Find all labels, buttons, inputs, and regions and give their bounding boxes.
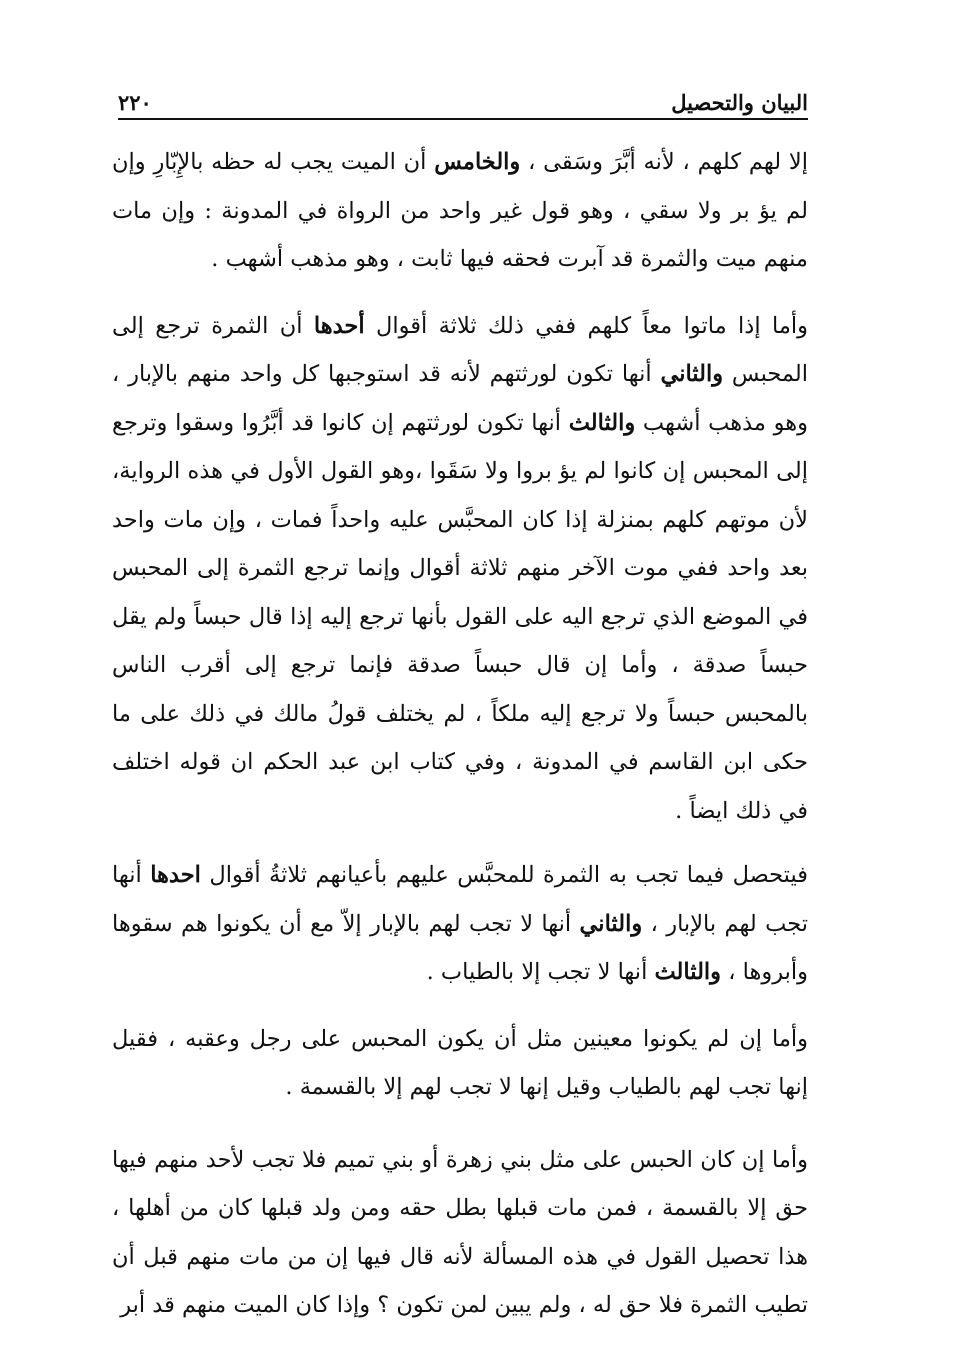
text-run: أنها لا تجب إلا بالطياب . (426, 959, 655, 985)
text-run: أنها تكون لورثتهم إن كانوا قد أبَّرُوا وسقوا وترجع إلى المحبس إن كانوا لم يؤ بروا ولا سَقَوا ،وهو القول الأول في هذه الرواية، لأن موتهم كلهم بمنزلة إذا كان المحبَّس عليه واحداً فمات ، وإن مات واحد بعد واحد ففي موت الآخر منهم ثلاثة أقوال وإنما ترجع الثمرة إلى المحبس في الموضع الذي ترجع اليه على القول بأنها ترجع إليه إذا قال حبساً ولم يقل حبساً صدقة ، وأما إن قال حبساً صدقة فإنما ترجع إلى أقرب الناس بالمحبس حبساً ولا ترجع إليه ملكاً ، لم يختلف قولُ مالك في ذلك على ما حكى ابن القاسم في المدونة ، وفي كتاب ابن عبد الحكم ان قوله اختلف في ذلك ايضاً . (112, 409, 808, 824)
text-run: أنها تجب لهم بالإبار ، (112, 862, 808, 937)
paragraph (112, 851, 808, 997)
text-run: وأما إذا ماتوا معاً كلهم ففي ذلك ثلاثة أقوال (364, 312, 808, 339)
key-term: احدها (150, 862, 201, 888)
running-header (118, 80, 808, 116)
text-run: أن الثمرة ترجع إلى المحبس (112, 312, 809, 387)
key-term: والثاني (579, 910, 643, 937)
key-term: والخامس (434, 149, 521, 175)
text-run: وأما إن لم يكونوا معينين مثل أن يكون المحبس على رجل وعقبه ، فقيل إنها تجب لهم بالطياب وقيل إنها لا تجب لهم إلا بالقسمة . (112, 1025, 808, 1100)
body-text (112, 138, 808, 1330)
paragraph (112, 138, 808, 284)
text-run: أنها لا تجب لهم بالإبار إلاّ مع أن يكونوا هم سقوها وأبروها ، (112, 910, 808, 985)
text-run: وأما إن كان الحبس على مثل بني زهرة أو بني تميم فلا تجب لأحد منهم فيها حق إلا بالقسمة ، فمن مات قبلها بطل حقه ومن ولد قبلها كان من أهلها ، هذا تحصيل القول في هذه المسألة لأنه قال فيها إن من مات منهم قبل أن تطيب الثمرة فلا حق له ، ولم يبين لمن تكون ؟ وإذا كان الميت منهم قد أبر (112, 1146, 808, 1318)
text-run: إلا لهم كلهم ، لأنه أبَّرَ وسَقى ، (520, 149, 808, 175)
book-title: البيان والتحصيل (671, 90, 808, 115)
paragraph (112, 1136, 808, 1330)
text-run: فيتحصل فيما تجب به الثمرة للمحبَّس عليهم بأعيانهم ثلاثةُ أقوال (200, 862, 808, 888)
key-term: أحدها (313, 312, 365, 339)
text-run: أن الميت يجب له حظه بالإِبّارِ وإن لم يؤ بر ولا سقي ، وهو قول غير واحد من الرواة في المدونة : وإن مات منهم ميت والثمرة قد آبرت فحقه فيها ثابت ، وهو مذهب أشهب . (112, 149, 808, 272)
key-term: والثالث (654, 959, 722, 985)
paragraph (112, 1015, 808, 1112)
paragraph (112, 302, 808, 836)
page-number: ٢٢٠ (118, 90, 152, 115)
key-term: والثالث (568, 409, 636, 436)
key-term: والثاني (660, 361, 724, 387)
header-rule (118, 118, 808, 120)
text-run: أنها تكون لورثتهم لأنه قد استوجبها كل واحد منهم بالإبار ، وهو مذهب أشهب (112, 361, 808, 436)
